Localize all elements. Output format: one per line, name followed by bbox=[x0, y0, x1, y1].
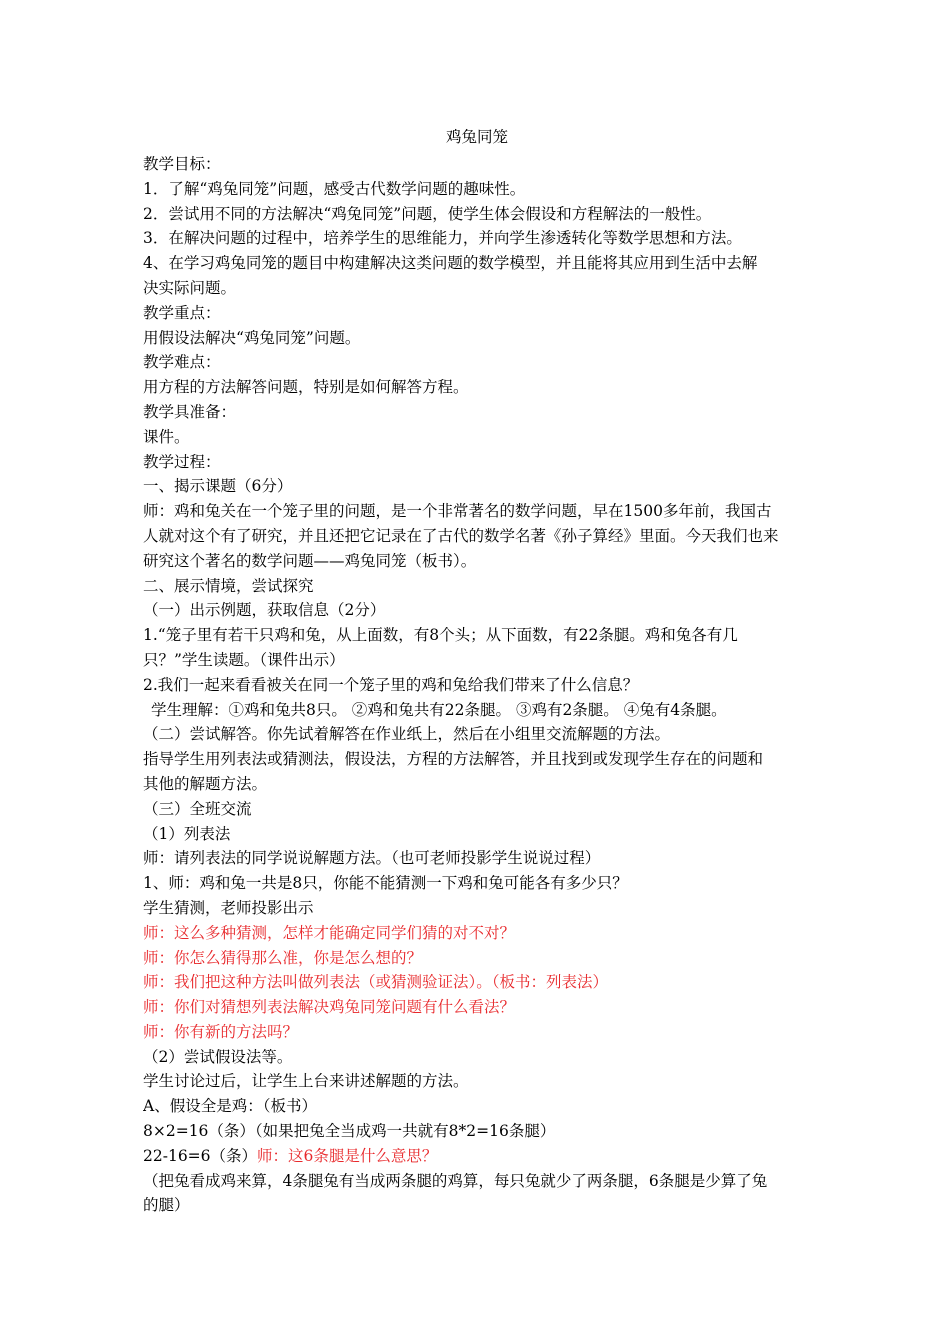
body-line: 1、师：鸡和兔一共是8只，你能不能猜测一下鸡和兔可能各有多少只？ bbox=[143, 874, 628, 893]
body-line: 学生理解：①鸡和兔共8只。 ②鸡和兔共有22条腿。 ③鸡有2条腿。 ④兔有4条腿。 bbox=[151, 700, 727, 719]
body-line: 8×2=16（条）（如果把兔全当成鸡一共就有8*2=16条腿） bbox=[143, 1122, 556, 1141]
section-heading: 教学难点： bbox=[143, 353, 221, 372]
objective-line: 决实际问题。 bbox=[143, 278, 237, 297]
body-line: 学生猜测，老师投影出示 bbox=[143, 898, 314, 917]
objective-line: 3．在解决问题的过程中，培养学生的思维能力，并向学生渗透转化等数学思想和方法。 bbox=[143, 229, 742, 248]
body-line: 2.我们一起来看看被关在同一个笼子里的鸡和兔给我们带来了什么信息？ bbox=[143, 675, 639, 694]
section-heading: 教学目标： bbox=[143, 155, 221, 173]
body-line: 指导学生用列表法或猜测法，假设法，方程的方法解答，并且找到或发现学生存在的问题和 bbox=[143, 750, 764, 769]
body-line: 1.“笼子里有若干只鸡和兔，从上面数，有8个头；从下面数，有22条腿。鸡和兔各有几 bbox=[143, 626, 738, 645]
teacher-question-line: 师：你有新的方法吗？ bbox=[143, 1022, 299, 1041]
body-line: 学生讨论过后，让学生上台来讲述解题的方法。 bbox=[143, 1072, 469, 1091]
body-line: 师：请列表法的同学说说解题方法。（也可老师投影学生说说过程） bbox=[143, 849, 601, 868]
objective-line: 2．尝试用不同的方法解决“鸡兔同笼”问题，使学生体会假设和方程解法的一般性。 bbox=[143, 204, 712, 223]
body-line: 用假设法解决“鸡兔同笼”问题。 bbox=[143, 328, 361, 347]
body-line: （2）尝试假设法等。 bbox=[143, 1047, 293, 1066]
body-line: （把兔看成鸡来算，4条腿兔有当成两条腿的鸡算，每只兔就少了两条腿，6条腿是少算了兔 bbox=[143, 1171, 768, 1190]
objective-line: 1．了解“鸡兔同笼”问题，感受古代数学问题的趣味性。 bbox=[143, 179, 526, 198]
body-line: 用方程的方法解答问题，特别是如何解答方程。 bbox=[143, 378, 469, 397]
body-line: 课件。 bbox=[143, 427, 190, 446]
body-line: 一、揭示课题（6分） bbox=[143, 477, 293, 496]
document-page bbox=[143, 122, 811, 1218]
body-line: （一）出示例题，获取信息（2分） bbox=[143, 601, 386, 620]
mixed-line bbox=[143, 1144, 811, 1169]
body-text: 22-16=6（条） bbox=[143, 1146, 258, 1165]
body-line: 师：鸡和兔关在一个笼子里的问题，是一个非常著名的数学问题，早在1500多年前，我国古 bbox=[143, 502, 772, 521]
teacher-question-line: 师：你们对猜想列表法解决鸡兔同笼问题有什么看法？ bbox=[143, 998, 516, 1017]
body-line: 只？”学生读题。（课件出示） bbox=[143, 650, 345, 669]
body-line: A、假设全是鸡：（板书） bbox=[143, 1097, 317, 1116]
body-line: （1）列表法 bbox=[143, 824, 231, 843]
teacher-question-line: 师：你怎么猜得那么准，你是怎么想的？ bbox=[143, 948, 423, 967]
body-line: 人就对这个有了研究，并且还把它记录在了古代的数学名著《孙子算经》里面。今天我们也来 bbox=[143, 526, 779, 545]
teacher-question-line: 师：我们把这种方法叫做列表法（或猜测验证法）。（板书：列表法） bbox=[143, 973, 609, 992]
teacher-question-text: 师：这6条腿是什么意思？ bbox=[257, 1146, 438, 1165]
body-line: 其他的解题方法。 bbox=[143, 774, 268, 793]
body-line: （二）尝试解答。你先试着解答在作业纸上，然后在小组里交流解题的方法。 bbox=[143, 725, 671, 744]
body-line: 的腿） bbox=[143, 1196, 190, 1215]
document-title: 鸡兔同笼 bbox=[445, 128, 508, 146]
objective-line: 4、在学习鸡兔同笼的题目中构建解决这类问题的数学模型，并且能将其应用到生活中去解 bbox=[143, 254, 758, 273]
teacher-question-line: 师：这么多种猜测，怎样才能确定同学们猜的对不对？ bbox=[143, 923, 516, 942]
body-line: 二、展示情境，尝试探究 bbox=[143, 576, 314, 595]
section-heading: 教学重点： bbox=[143, 303, 221, 322]
section-heading: 教学具准备： bbox=[143, 402, 237, 421]
body-line: 研究这个著名的数学问题——鸡兔同笼（板书）。 bbox=[143, 551, 477, 570]
section-heading: 教学过程： bbox=[143, 452, 221, 471]
body-line: （三）全班交流 bbox=[143, 799, 252, 818]
